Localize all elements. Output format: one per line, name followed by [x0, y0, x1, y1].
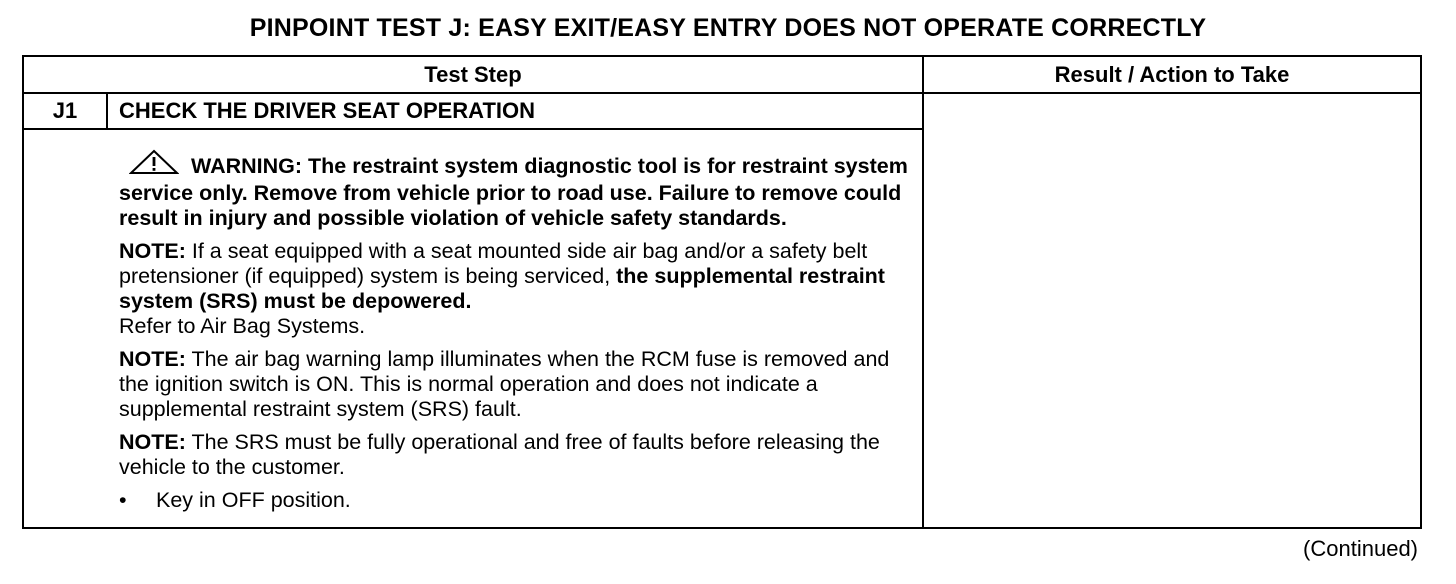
step-content [119, 149, 909, 513]
header-test-step: Test Step [424, 62, 522, 87]
note-label: NOTE: [119, 239, 186, 263]
step-id: J1 [52, 98, 78, 123]
note-text: The SRS must be fully operational and free of faults before releasing the vehicle to the customer. [119, 430, 880, 479]
step-id-divider [106, 92, 108, 129]
page-title: PINPOINT TEST J: EASY EXIT/EASY ENTRY DOES NOT OPERATE CORRECTLY [249, 14, 1207, 42]
note-text: The air bag warning lamp illuminates when the RCM fuse is removed and the ignition switch is ON. This is normal operation and does not indicate a supplemental restraint system (SRS) fault. [119, 347, 890, 421]
note-3 [119, 430, 909, 480]
note-reference: Refer to Air Bag Systems. [119, 314, 366, 338]
bullet-icon: • [119, 488, 127, 512]
list-item [119, 488, 909, 513]
note-emphasis: the supplemental restraint system (SRS) must be depowered. [119, 264, 885, 313]
continued-label: (Continued) [1303, 536, 1418, 561]
warning-triangle-icon [129, 149, 179, 181]
note-text: If a seat equipped with a seat mounted side air bag and/or a safety belt pretensioner (if equipped) system is being serviced, [119, 239, 868, 288]
step-title: CHECK THE DRIVER SEAT OPERATION [119, 98, 535, 123]
warning-text: WARNING: The restraint system diagnostic tool is for restraint system service only. Remove from vehicle prior to road use. Failure to remove could result in injury and possible violation of vehicle safety standards. [119, 154, 908, 230]
note-2 [119, 347, 909, 422]
header-result-action: Result / Action to Take [1054, 62, 1290, 87]
column-divider [922, 57, 924, 527]
step-title-divider [24, 128, 922, 130]
pinpoint-test-table [22, 55, 1422, 529]
bullet-text: Key in OFF position. [156, 488, 351, 512]
note-label: NOTE: [119, 430, 186, 454]
note-1 [119, 239, 909, 339]
note-label: NOTE: [119, 347, 186, 371]
warning-block [119, 149, 909, 231]
